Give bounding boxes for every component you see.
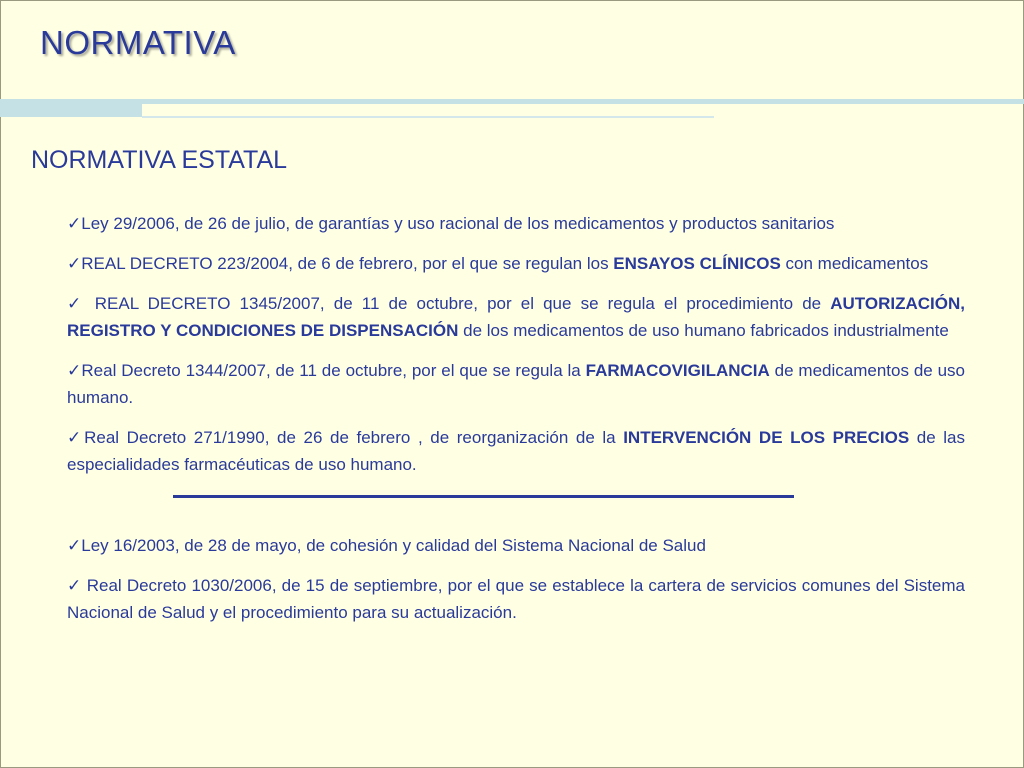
regulation-item xyxy=(67,532,965,559)
regulation-item xyxy=(67,210,965,237)
regulation-item xyxy=(67,424,965,478)
section-divider-line xyxy=(173,495,794,498)
header-divider-bar xyxy=(0,99,1024,104)
regulation-text: Ley 16/2003, de 28 de mayo, de cohesión y calidad del Sistema Nacional de Salud xyxy=(81,536,706,555)
section-subtitle: NORMATIVA ESTATAL xyxy=(31,146,288,174)
slide-title: NORMATIVA xyxy=(40,24,236,61)
checkmark-icon: ✓ xyxy=(67,214,82,233)
regulation-text: REAL DECRETO 1345/2007, de 11 de octubre, por el que se regula el procedimiento de xyxy=(85,294,831,313)
header-accent-block xyxy=(0,104,142,117)
checkmark-icon: ✓ xyxy=(67,361,82,380)
regulation-item xyxy=(67,572,965,626)
regulation-text: de los medicamentos de uso humano fabricados industrialmente xyxy=(458,321,949,340)
header-thin-line xyxy=(142,116,714,118)
regulation-highlight: INTERVENCIÓN DE LOS PRECIOS xyxy=(623,428,910,447)
regulation-highlight: AUTORIZACIÓN, REGISTRO Y CONDICIONES DE DISPENSACIÓN xyxy=(67,294,965,340)
regulation-text: REAL DECRETO 223/2004, de 6 de febrero, por el que se regulan los xyxy=(81,254,614,273)
regulation-text: Real Decreto 1344/2007, de 11 de octubre, por el que se regula la xyxy=(81,361,586,380)
checkmark-icon: ✓ xyxy=(67,536,82,555)
regulation-item xyxy=(67,290,965,344)
regulation-text: con medicamentos xyxy=(780,254,929,273)
regulation-text: Real Decreto 1030/2006, de 15 de septiembre, por el que se establece la cartera de servicios comunes del Sistema Nacional de Salud y el procedimiento para su actualización. xyxy=(67,576,966,622)
regulation-list xyxy=(67,210,965,639)
regulation-group-health-system xyxy=(67,532,965,626)
regulation-item xyxy=(67,357,965,411)
regulation-group-primary xyxy=(67,210,965,478)
regulation-highlight: ENSAYOS CLÍNICOS xyxy=(613,254,781,273)
regulation-text: de medicamentos de uso humano. xyxy=(67,361,966,407)
regulation-text: Real Decreto 271/1990, de 26 de febrero , de reorganización de la xyxy=(84,428,624,447)
regulation-highlight: FARMACOVIGILANCIA xyxy=(585,361,770,380)
checkmark-icon: ✓ xyxy=(67,294,86,313)
regulation-text: Ley 29/2006, de 26 de julio, de garantías y uso racional de los medicamentos y productos sanitarios xyxy=(81,214,835,233)
checkmark-icon: ✓ xyxy=(67,428,85,447)
checkmark-icon: ✓ xyxy=(67,254,82,273)
regulation-item xyxy=(67,250,965,277)
regulation-text: de las especialidades farmacéuticas de uso humano. xyxy=(67,428,966,474)
checkmark-icon: ✓ xyxy=(67,576,82,595)
